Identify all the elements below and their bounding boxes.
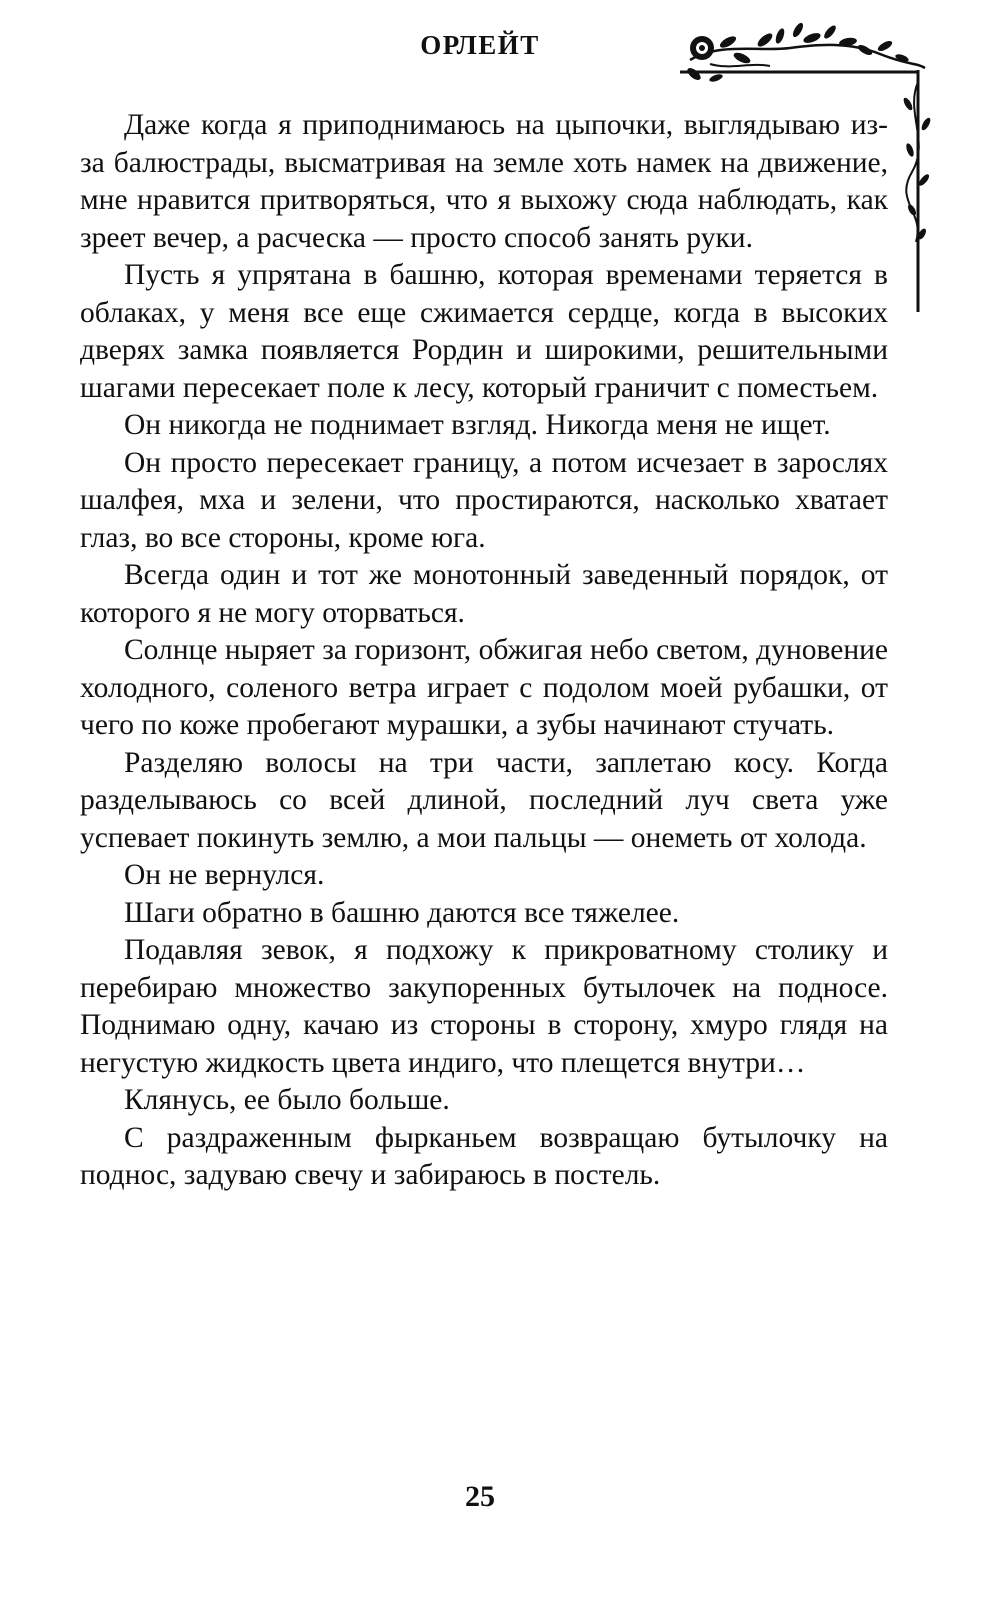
paragraph-9: Шаги обратно в башню даются все тяжелее. [124,896,680,929]
paragraph-11: Клянусь, ее было больше. [124,1084,450,1116]
paragraph-12: С раздраженным фырканьем возвращаю бутылочку на поднос, задуваю свечу и забираюсь в постель. [80,1121,888,1191]
page-number: 25 [465,1480,495,1513]
paragraph-4: Он просто пересекает границу, а потом исчезает в зарослях шалфея, мха и зелени, что простираются, насколько хватает глаз, во все стороны, кроме юга. [80,446,888,554]
paragraph-6: Солнце ныряет за горизонт, обжигая небо светом, дуновение холодного, соленого ветра играет с подолом моей рубашки, от чего по коже пробегают мурашки, а зубы начинают стучать. [80,634,888,741]
running-header-title: ОРЛЕЙТ [420,30,540,60]
paragraph-3: Он никогда не поднимает взгляд. Никогда меня не ищет. [124,409,831,441]
paragraph-10: Подавляя зевок, я подхожу к прикроватному столику и перебираю множество закупоренных бутылочек на подносе. Поднимаю одну, качаю из стороны в сторону, хмуро глядя на негустую жидкость цвета индиго, что плещется внутри… [80,934,888,1079]
paragraph-8: Он не вернулся. [124,859,325,891]
paragraph-1: Даже когда я приподнимаюсь на цыпочки, выглядываю из-за балюстрады, высматривая на земле хоть намек на движение, мне нравится притворяться, что я выхожу сюда наблюдать, как зреет вечер, а расческа — просто способ занять руки. [80,109,888,254]
page-text-body [80,107,888,1195]
paragraph-2: Пусть я упрятана в башню, которая временами теряется в облаках, у меня все еще сжимается сердце, когда в высоких дверях замка появляется Рордин и широкими, решительными шагами пересекает поле к лесу, который граничит с поместьем. [80,259,888,404]
paragraph-7: Разделяю волосы на три части, заплетаю косу. Когда разделываюсь со всей длиной, последний луч света уже успевает покинуть землю, а мои пальцы — онеметь от холода. [80,746,888,854]
paragraph-5: Всегда один и тот же монотонный заведенный порядок, от которого я не могу оторваться. [80,559,888,629]
